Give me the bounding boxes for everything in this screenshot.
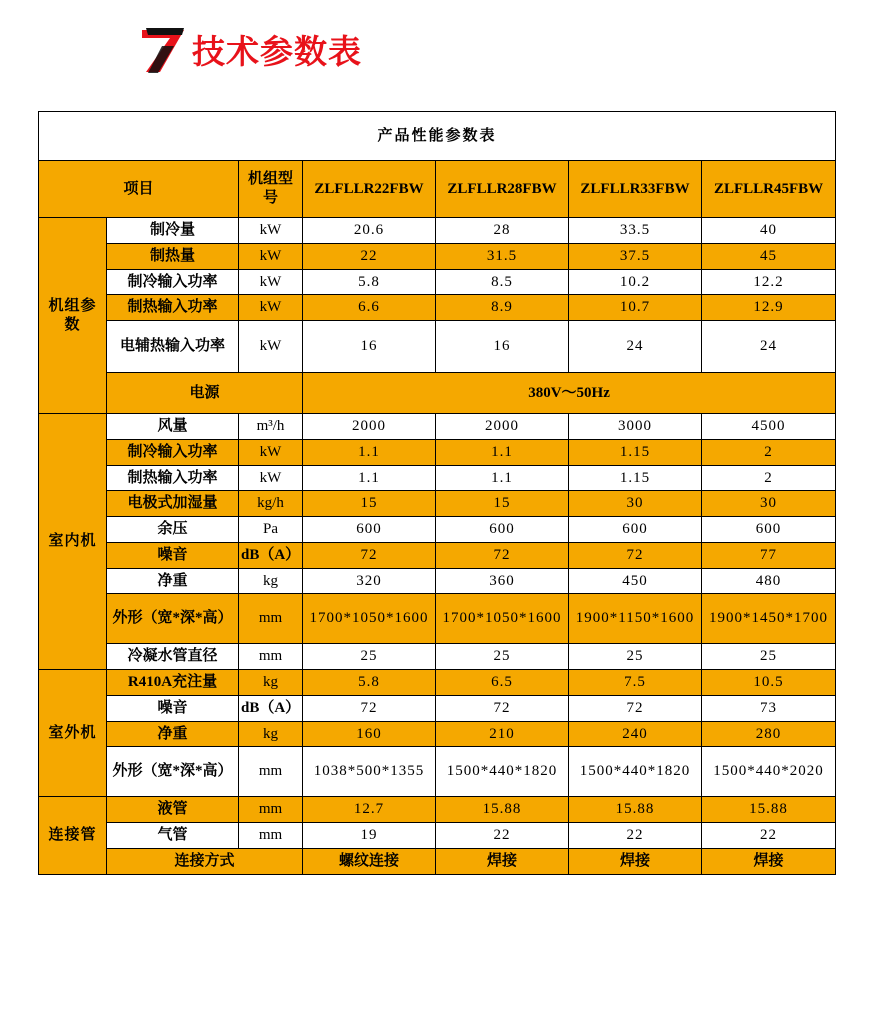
row-unit: dB（A） [239,695,303,721]
row-value: 25 [702,644,836,670]
row-value: 33.5 [569,218,702,244]
table-row [39,321,836,373]
row-label: 制冷量 [107,218,239,244]
table-row [39,695,836,721]
row-unit: dB（A） [239,542,303,568]
row-unit: kW [239,243,303,269]
row-label: 净重 [107,721,239,747]
page-title: 技术参数表 [192,34,362,71]
row-unit: kW [239,218,303,244]
page-header [0,0,873,76]
row-value: 37.5 [569,243,702,269]
spec-table-container [38,111,835,875]
connection-type-value: 焊接 [569,848,702,874]
row-value: 22 [702,823,836,849]
row-value: 1500*440*1820 [569,747,702,797]
row-value: 450 [569,568,702,594]
table-row [39,295,836,321]
row-value: 16 [436,321,569,373]
row-value: 6.5 [436,670,569,696]
row-label: 净重 [107,568,239,594]
row-value: 19 [303,823,436,849]
row-unit: kg [239,568,303,594]
row-label: 余压 [107,517,239,543]
row-value: 73 [702,695,836,721]
row-value: 1.15 [569,465,702,491]
table-title-row [39,112,836,161]
row-unit: m³/h [239,414,303,440]
row-value: 15.88 [436,797,569,823]
row-value: 1500*440*1820 [436,747,569,797]
table-row [39,594,836,644]
power-supply-label: 电源 [107,373,303,414]
row-value: 1700*1050*1600 [303,594,436,644]
row-label: 制冷输入功率 [107,269,239,295]
row-value: 72 [569,542,702,568]
power-supply-value: 380V～50Hz [303,373,836,414]
header-model: 机组型号 [239,161,303,218]
group-label-indoor-unit: 室内机 [39,414,107,670]
row-value: 600 [303,517,436,543]
table-title: 产品性能参数表 [39,112,836,161]
table-row [39,269,836,295]
row-unit: mm [239,747,303,797]
table-row [39,491,836,517]
row-unit: kW [239,439,303,465]
header-item: 项目 [39,161,239,218]
group-label-unit-params: 机组参数 [39,218,107,414]
table-row [39,568,836,594]
row-label: 液管 [107,797,239,823]
row-value: 2 [702,465,836,491]
spec-table [38,111,836,875]
connection-type-value: 螺纹连接 [303,848,436,874]
row-value: 30 [569,491,702,517]
row-value: 3000 [569,414,702,440]
row-unit: mm [239,797,303,823]
table-row [39,465,836,491]
row-value: 2000 [436,414,569,440]
row-value: 1900*1150*1600 [569,594,702,644]
row-label: 风量 [107,414,239,440]
row-value: 480 [702,568,836,594]
row-value: 10.2 [569,269,702,295]
row-unit: kg [239,670,303,696]
row-label: 外形（宽*深*高） [107,594,239,644]
row-value: 1500*440*2020 [702,747,836,797]
row-value: 20.6 [303,218,436,244]
row-value: 72 [303,542,436,568]
table-row [39,823,836,849]
row-value: 320 [303,568,436,594]
row-value: 280 [702,721,836,747]
row-value: 10.7 [569,295,702,321]
table-row [39,218,836,244]
row-value: 72 [436,542,569,568]
connection-type-row [39,848,836,874]
connection-type-value: 焊接 [702,848,836,874]
row-unit: kg [239,721,303,747]
row-value: 77 [702,542,836,568]
row-value: 1.1 [436,465,569,491]
row-label: 电极式加湿量 [107,491,239,517]
header-model-1: ZLFLLR22FBW [303,161,436,218]
row-value: 1038*500*1355 [303,747,436,797]
row-label: 气管 [107,823,239,849]
row-value: 15 [436,491,569,517]
row-value: 1.1 [436,439,569,465]
row-unit: Pa [239,517,303,543]
row-unit: kW [239,321,303,373]
row-value: 1.1 [303,465,436,491]
row-label: 制热输入功率 [107,465,239,491]
row-label: R410A充注量 [107,670,239,696]
header-model-3: ZLFLLR33FBW [569,161,702,218]
row-value: 22 [436,823,569,849]
row-value: 31.5 [436,243,569,269]
row-value: 45 [702,243,836,269]
row-value: 28 [436,218,569,244]
group-label-outdoor-unit: 室外机 [39,670,107,797]
row-value: 5.8 [303,269,436,295]
power-supply-row [39,373,836,414]
row-label: 制冷输入功率 [107,439,239,465]
row-value: 16 [303,321,436,373]
row-value: 72 [436,695,569,721]
row-unit: mm [239,823,303,849]
row-value: 72 [569,695,702,721]
row-value: 1700*1050*1600 [436,594,569,644]
row-value: 8.5 [436,269,569,295]
row-value: 25 [303,644,436,670]
row-unit: mm [239,594,303,644]
row-value: 240 [569,721,702,747]
row-unit: kg/h [239,491,303,517]
row-value: 5.8 [303,670,436,696]
row-value: 40 [702,218,836,244]
row-value: 12.7 [303,797,436,823]
row-unit: mm [239,644,303,670]
row-value: 12.9 [702,295,836,321]
header-model-4: ZLFLLR45FBW [702,161,836,218]
table-row [39,243,836,269]
table-row [39,721,836,747]
row-label: 冷凝水管直径 [107,644,239,670]
row-value: 2 [702,439,836,465]
row-value: 30 [702,491,836,517]
row-value: 210 [436,721,569,747]
row-value: 2000 [303,414,436,440]
table-row [39,747,836,797]
row-value: 25 [436,644,569,670]
seven-logo-icon [140,26,186,74]
row-value: 22 [303,243,436,269]
row-value: 1.1 [303,439,436,465]
row-value: 24 [569,321,702,373]
row-value: 8.9 [436,295,569,321]
row-value: 24 [702,321,836,373]
row-value: 12.2 [702,269,836,295]
row-value: 600 [436,517,569,543]
table-row [39,670,836,696]
row-value: 15.88 [702,797,836,823]
table-header-row [39,161,836,218]
row-label: 噪音 [107,695,239,721]
row-label: 噪音 [107,542,239,568]
header-model-2: ZLFLLR28FBW [436,161,569,218]
row-value: 72 [303,695,436,721]
table-row [39,797,836,823]
table-row [39,517,836,543]
row-unit: kW [239,465,303,491]
row-value: 160 [303,721,436,747]
group-label-connecting-pipe: 连接管 [39,797,107,874]
row-value: 25 [569,644,702,670]
row-value: 360 [436,568,569,594]
row-value: 15 [303,491,436,517]
row-value: 4500 [702,414,836,440]
row-value: 1.15 [569,439,702,465]
row-value: 10.5 [702,670,836,696]
table-row [39,414,836,440]
table-row [39,439,836,465]
row-value: 600 [569,517,702,543]
connection-type-label: 连接方式 [107,848,303,874]
row-label: 制热量 [107,243,239,269]
row-label: 电辅热输入功率 [107,321,239,373]
row-value: 22 [569,823,702,849]
table-row [39,644,836,670]
row-value: 7.5 [569,670,702,696]
row-label: 外形（宽*深*高） [107,747,239,797]
row-label: 制热输入功率 [107,295,239,321]
row-unit: kW [239,295,303,321]
connection-type-value: 焊接 [436,848,569,874]
row-value: 15.88 [569,797,702,823]
row-unit: kW [239,269,303,295]
row-value: 600 [702,517,836,543]
table-row [39,542,836,568]
row-value: 1900*1450*1700 [702,594,836,644]
row-value: 6.6 [303,295,436,321]
